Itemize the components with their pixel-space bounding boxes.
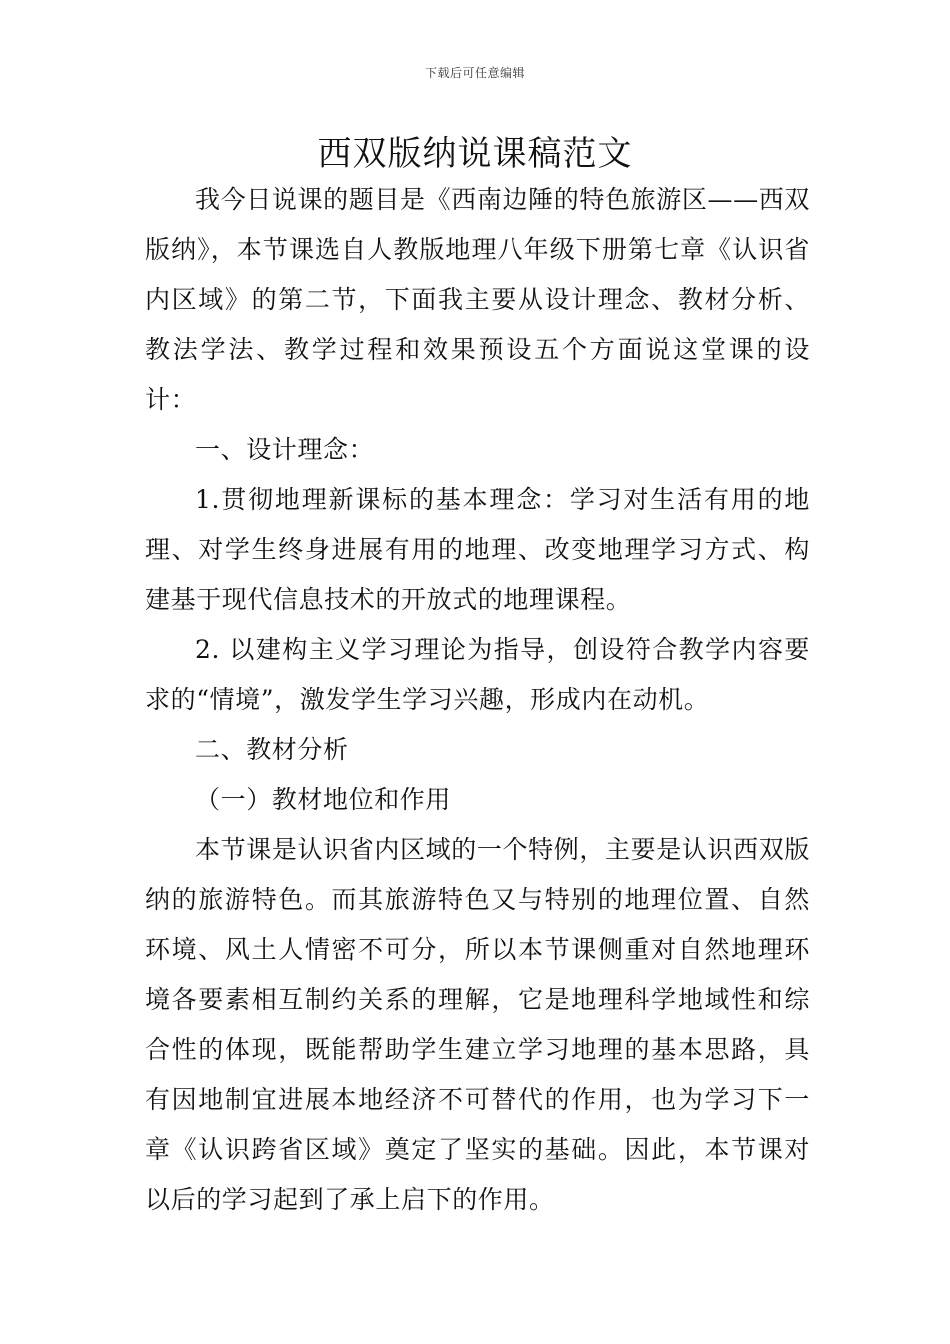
paragraph-design-point-2: 2. 以建构主义学习理论为指导，创设符合教学内容要求的“情境”，激发学生学习兴趣，形成内在动机。 <box>145 635 810 714</box>
section-heading-textbook-analysis: 二、教材分析 <box>195 735 349 764</box>
paragraph-design-point-1: 1.贯彻地理新课标的基本理念：学习对生活有用的地理、对学生终身进展有用的地理、改变地理学习方式、构建基于现代信息技术的开放式的地理课程。 <box>145 485 810 614</box>
header-note: 下载后可任意编辑 <box>424 66 525 80</box>
section-heading-design-concept: 一、设计理念： <box>195 435 375 464</box>
subsection-heading-status-role: （一）教材地位和作用 <box>195 785 452 814</box>
document-title: 西双版纳说课稿范文 <box>317 134 633 174</box>
paragraph-status-role: 本节课是认识省内区域的一个特例，主要是认识西双版纳的旅游特色。而其旅游特色又与特别的地理位置、自然环境、风土人情密不可分，所以本节课侧重对自然地理环境各要素相互制约关系的理解，它是地理科学地域性和综合性的体现，既能帮助学生建立学习地理的基本思路，具有因地制宜进展本地经济不可替代的作用，也为学习下一章《认识跨省区域》奠定了坚实的基础。因此，本节课对以后的学习起到了承上启下的作用。 <box>145 835 810 1214</box>
document-body <box>145 175 810 1225</box>
paragraph-intro: 我今日说课的题目是《西南边陲的特色旅游区——西双版纳》，本节课选自人教版地理八年级下册第七章《认识省内区域》的第二节，下面我主要从设计理念、教材分析、教法学法、教学过程和效果预设五个方面说这堂课的设计： <box>145 185 810 414</box>
